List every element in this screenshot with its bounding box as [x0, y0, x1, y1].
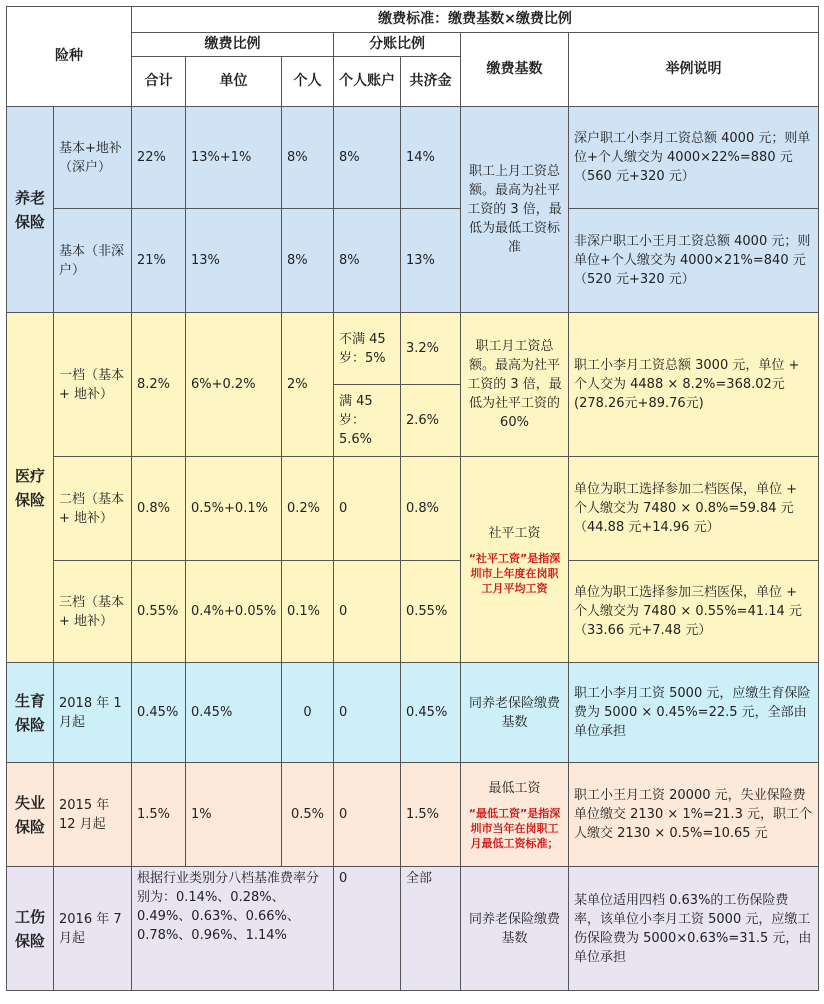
pension-example-1: 深户职工小李月工资总额 4000 元；则单位+个人缴交为 4000×22%=880 元（560 元+320 元）	[569, 107, 819, 209]
medical-pool-2: 0.8%	[401, 457, 461, 561]
medical-total-1: 8.2%	[132, 313, 186, 457]
table-row	[7, 663, 819, 763]
medical-unit-3: 0.4%+0.05%	[186, 561, 282, 663]
injury-pool: 全部	[401, 867, 461, 991]
maternity-pool: 0.45%	[401, 663, 461, 763]
medical-total-2: 0.8%	[132, 457, 186, 561]
pension-personal-1: 8%	[282, 107, 334, 209]
header-risk-type: 险种	[7, 7, 132, 107]
social-insurance-table	[6, 6, 819, 991]
pension-base: 职工上月工资总额。最高为社平工资的 3 倍，最低为最低工资标准	[461, 107, 569, 313]
medical-name: 医疗保险	[7, 313, 54, 663]
header-personal: 个人	[282, 57, 334, 107]
medical-base-1: 职工月工资总额。最高为社平工资的 3 倍，最低为社平工资的 60%	[461, 313, 569, 457]
medical-pool-1a: 3.2%	[401, 313, 461, 385]
pension-total-1: 22%	[132, 107, 186, 209]
unemployment-example: 职工小王月工资 20000 元，失业保险费单位缴交 2130 × 1%=21.3 元，职工个人缴交 2130 × 0.5%=10.65 元	[569, 763, 819, 867]
medical-total-3: 0.55%	[132, 561, 186, 663]
maternity-sub: 2018 年 1 月起	[54, 663, 132, 763]
header-unit: 单位	[186, 57, 282, 107]
table-row	[7, 313, 819, 385]
medical-personal-2: 0.2%	[282, 457, 334, 561]
injury-base: 同养老保险缴费基数	[461, 867, 569, 991]
medical-sub-2: 二档（基本 + 地补）	[54, 457, 132, 561]
pension-pool-1: 14%	[401, 107, 461, 209]
header-ratio: 缴费比例	[132, 33, 334, 57]
header-split: 分账比例	[334, 33, 461, 57]
pension-name: 养老保险	[7, 107, 54, 313]
pension-personal-2: 8%	[282, 209, 334, 313]
medical-sub-1: 一档（基本 + 地补）	[54, 313, 132, 457]
unemployment-base-text: 最低工资	[488, 780, 541, 796]
medical-unit-1: 6%+0.2%	[186, 313, 282, 457]
medical-account-1b: 满 45 岁：5.6%	[334, 385, 401, 457]
medical-pool-3: 0.55%	[401, 561, 461, 663]
unemployment-unit: 1%	[186, 763, 282, 867]
medical-personal-3: 0.1%	[282, 561, 334, 663]
unemployment-base	[461, 763, 569, 867]
medical-unit-2: 0.5%+0.1%	[186, 457, 282, 561]
unemployment-account: 0	[334, 763, 401, 867]
header-base: 缴费基数	[461, 33, 569, 107]
unemployment-sub: 2015 年 12 月起	[54, 763, 132, 867]
header-total: 合计	[132, 57, 186, 107]
unemployment-personal: 0.5%	[282, 763, 334, 867]
maternity-example: 职工小李月工资 5000 元，应缴生育保险费为 5000 × 0.45%=22.5 元，全部由单位承担	[569, 663, 819, 763]
pension-example-2: 非深户职工小王月工资总额 4000 元；则单位+个人缴交为 4000×21%=840 元（520 元+320 元）	[569, 209, 819, 313]
maternity-total: 0.45%	[132, 663, 186, 763]
medical-sub-3: 三档（基本 + 地补）	[54, 561, 132, 663]
pension-sub-2: 基本（非深户）	[54, 209, 132, 313]
injury-account: 0	[334, 867, 401, 991]
header-personal-account: 个人账户	[334, 57, 401, 107]
injury-sub: 2016 年 7 月起	[54, 867, 132, 991]
medical-pool-1b: 2.6%	[401, 385, 461, 457]
medical-example-3: 单位为职工选择参加三档医保，单位 + 个人缴交为 7480 × 0.55%=41.14 元（33.66 元+7.48 元）	[569, 561, 819, 663]
medical-account-1a: 不满 45 岁：5%	[334, 313, 401, 385]
medical-example-2: 单位为职工选择参加二档医保，单位 + 个人缴交为 7480 × 0.8%=59.84 元（44.88 元+14.96 元）	[569, 457, 819, 561]
unemployment-name: 失业保险	[7, 763, 54, 867]
medical-account-2: 0	[334, 457, 401, 561]
table-row	[7, 763, 819, 867]
unemployment-base-note: “最低工资”是指深圳市当年在岗职工月最低工资标准；	[468, 806, 561, 850]
maternity-account: 0	[334, 663, 401, 763]
table-row	[7, 209, 819, 313]
unemployment-pool: 1.5%	[401, 763, 461, 867]
pension-account-1: 8%	[334, 107, 401, 209]
pension-unit-2: 13%	[186, 209, 282, 313]
table-row	[7, 867, 819, 991]
pension-account-2: 8%	[334, 209, 401, 313]
medical-base-23-text: 社平工资	[488, 525, 541, 541]
injury-example: 某单位适用四档 0.63%的工伤保险费率，该单位小李月工资 5000 元，应缴工伤保险费为 5000×0.63%=31.5 元，由单位承担	[569, 867, 819, 991]
pension-unit-1: 13%+1%	[186, 107, 282, 209]
header-pool: 共济金	[401, 57, 461, 107]
maternity-unit: 0.45%	[186, 663, 282, 763]
insurance-table-frame	[6, 6, 818, 998]
table-row	[7, 561, 819, 663]
medical-base-23	[461, 457, 569, 663]
injury-name: 工伤保险	[7, 867, 54, 991]
medical-base-23-note: “社平工资”是指深圳市上年度在岗职工月平均工资	[468, 551, 561, 595]
table-row	[7, 457, 819, 561]
unemployment-total: 1.5%	[132, 763, 186, 867]
medical-example-1: 职工小李月工资总额 3000 元，单位 + 个人交为 4488 × 8.2%=368.02元(278.26元+89.76元)	[569, 313, 819, 457]
injury-rate-text: 根据行业类别分八档基准费率分别为：0.14%、0.28%、0.49%、0.63%、0.66%、0.78%、0.96%、1.14%	[132, 867, 334, 991]
pension-total-2: 21%	[132, 209, 186, 313]
table-row	[7, 107, 819, 209]
maternity-name: 生育保险	[7, 663, 54, 763]
pension-sub-1: 基本+地补（深户）	[54, 107, 132, 209]
medical-personal-1: 2%	[282, 313, 334, 457]
header-example: 举例说明	[569, 33, 819, 107]
maternity-base: 同养老保险缴费基数	[461, 663, 569, 763]
medical-account-3: 0	[334, 561, 401, 663]
pension-pool-2: 13%	[401, 209, 461, 313]
header-standard: 缴费标准：缴费基数×缴费比例	[132, 7, 819, 33]
maternity-personal: 0	[282, 663, 334, 763]
